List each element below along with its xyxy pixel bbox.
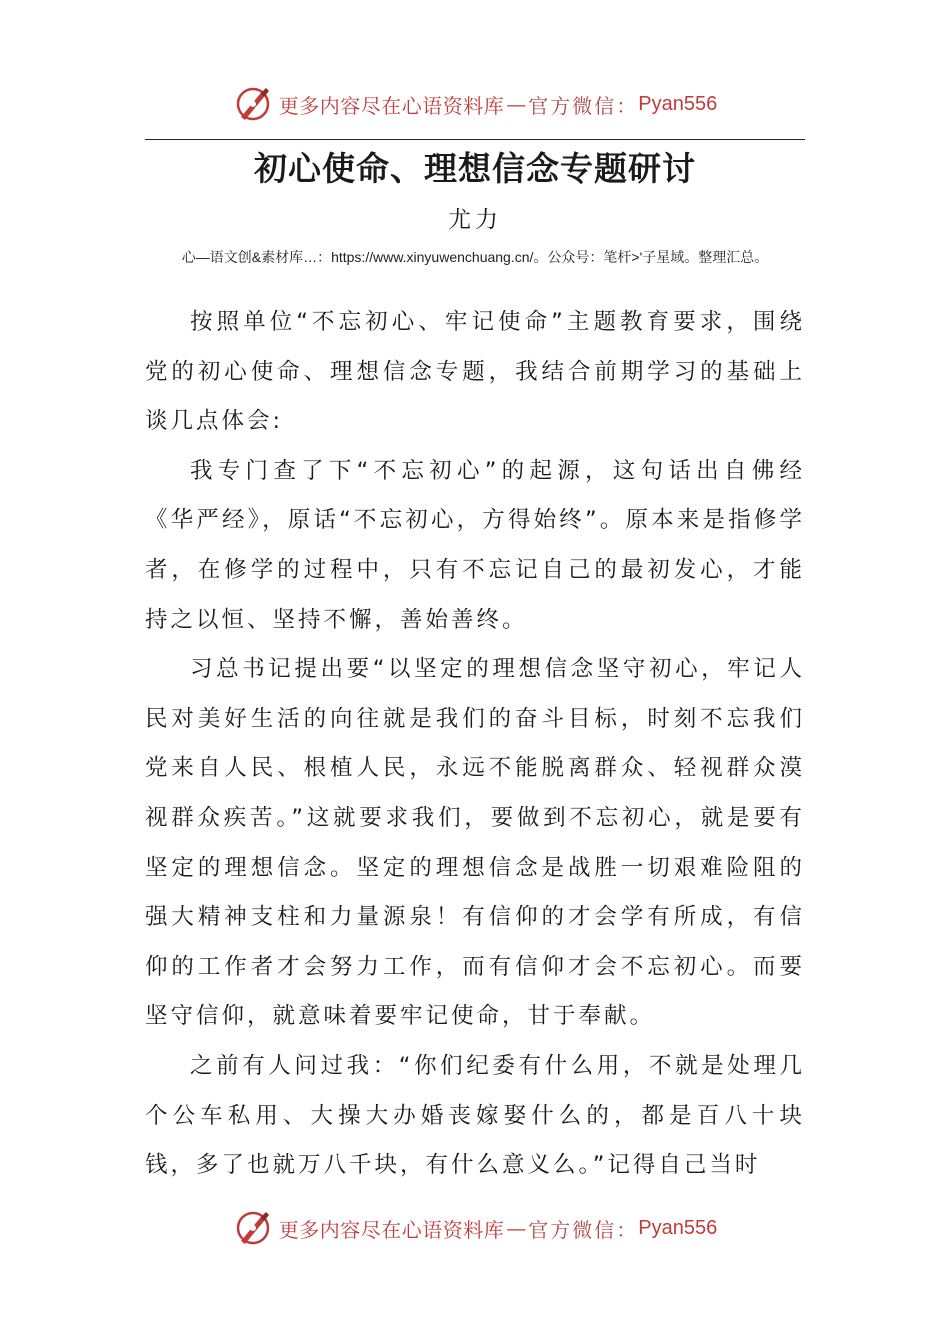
banner-wechat-id: Pyan556 xyxy=(638,1216,718,1239)
source-note: 心—语文创&素材库…：https://www.xinyuwenchuang.cn/。公众号：笔杆>'子星域。整理汇总。 xyxy=(181,249,769,265)
banner-wechat-id: Pyan556 xyxy=(638,92,718,115)
footer-banner xyxy=(0,1206,950,1250)
paragraph: 我专门查了下“不忘初心”的起源，这句话出自佛经《华严经》，原话“不忘初心，方得始终”。原本来是指修学者，在修学的过程中，只有不忘记自己的最初发心，才能持之以恒、坚持不懈，善始善终。 xyxy=(145,457,805,633)
document-body xyxy=(145,298,805,1191)
banner-wechat-label: 官方微信： xyxy=(528,1217,639,1242)
banner-dash: — xyxy=(506,92,527,116)
paragraph: 按照单位“不忘初心、牢记使命”主题教育要求，围绕党的初心使命、理想信念专题，我结合前期学习的基础上谈几点体会: xyxy=(145,309,805,435)
banner-dash: — xyxy=(506,1216,527,1240)
document-author: 尤力 xyxy=(448,207,502,233)
banner-slogan: 更多内容尽在心语资料库 xyxy=(278,1217,505,1242)
paragraph: 之前有人问过我：“你们纪委有什么用，不就是处理几个公车私用、大操大办婚丧嫁娶什么的，都是百八十块钱，多了也就万八千块，有什么意义么。”记得自己当时 xyxy=(145,1052,805,1179)
paragraph: 习总书记提出要“以坚定的理想信念坚守初心，牢记人民对美好生活的向往就是我们的奋斗目标，时刻不忘我们党来自人民、根植人民，永远不能脱离群众、轻视群众漠视群众疾苦。”这就要求我们，要做到不忘初心，就是要有坚定的理想信念。坚定的理想信念是战胜一切艰难险阻的强大精神支柱和力量源泉！有信仰的才会学有所成，有信仰的工作者才会努力工作，而有信仰才会不忘初心。而要坚守信仰，就意味着要牢记使命，甘于奉献。 xyxy=(145,656,805,1030)
header-divider xyxy=(145,139,805,140)
banner-wechat-label: 官方微信： xyxy=(528,93,639,118)
document-title: 初心使命、理想信念专题研讨 xyxy=(254,149,696,188)
pen-circle-logo-icon xyxy=(233,84,273,124)
header-banner xyxy=(0,82,950,126)
banner-slogan: 更多内容尽在心语资料库 xyxy=(278,93,505,118)
pen-circle-logo-icon xyxy=(233,1208,273,1248)
